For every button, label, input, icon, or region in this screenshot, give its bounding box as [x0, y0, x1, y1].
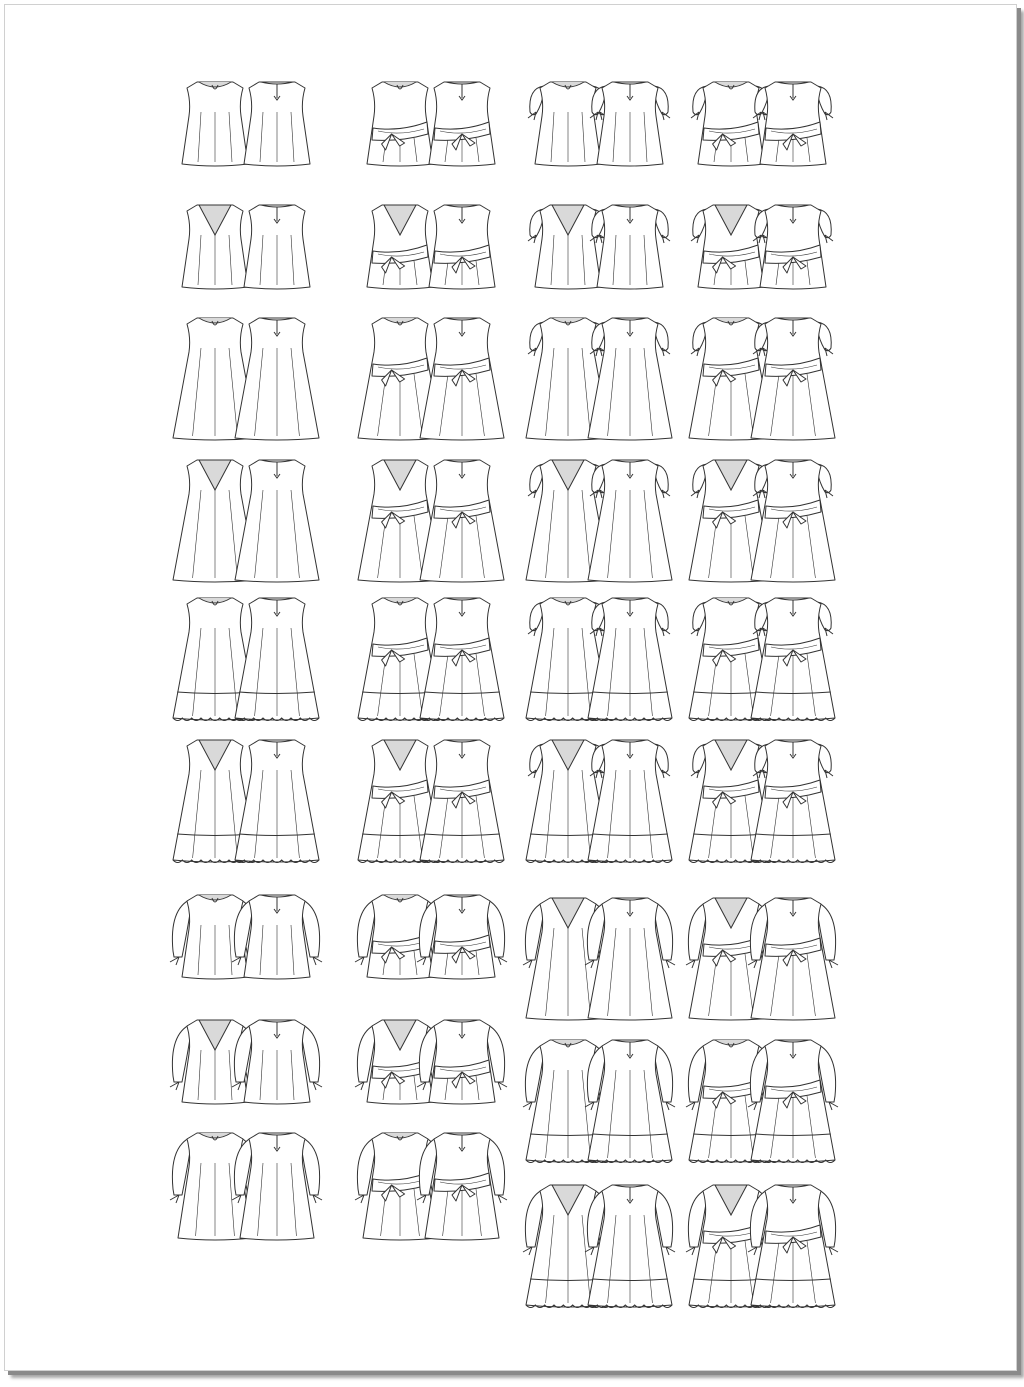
variant-5-0 — [173, 740, 319, 863]
cuff-tie-icon — [170, 957, 179, 965]
back-view — [751, 460, 835, 582]
variant-7-3 — [686, 1040, 838, 1163]
back-view — [751, 740, 835, 863]
back-view — [590, 82, 670, 166]
back-view — [235, 598, 319, 721]
variant-7-0 — [170, 1020, 322, 1104]
cuff-tie-icon — [313, 957, 322, 965]
back-view — [585, 1185, 675, 1308]
variant-4-0 — [173, 598, 319, 721]
cuff-tie-icon — [829, 960, 838, 968]
variant-4-1 — [358, 598, 504, 721]
cuff-tie-icon — [355, 1195, 364, 1203]
back-view — [751, 318, 835, 440]
variant-6-1 — [355, 895, 507, 979]
variant-6-3 — [686, 898, 838, 1020]
cuff-tie-icon — [498, 957, 507, 965]
back-view — [417, 895, 507, 979]
variant-2-1 — [358, 318, 504, 440]
front-view — [182, 82, 248, 166]
variant-3-2 — [526, 460, 672, 582]
cuff-tie-icon — [523, 960, 532, 968]
back-view — [232, 895, 322, 979]
back-view — [753, 205, 833, 289]
back-view — [420, 318, 504, 440]
front-view — [367, 205, 433, 289]
variant-1-2 — [528, 205, 670, 289]
variant-5-3 — [689, 740, 835, 863]
back-view — [235, 318, 319, 440]
variant-5-2 — [526, 740, 672, 863]
back-view — [417, 1020, 507, 1104]
cuff-tie-icon — [666, 960, 675, 968]
variant-4-3 — [689, 598, 835, 721]
variant-8-1 — [355, 1133, 507, 1240]
variant-1-0 — [182, 205, 310, 289]
back-view — [588, 318, 672, 440]
back-view — [420, 740, 504, 863]
cuff-tie-icon — [829, 1102, 838, 1110]
cuff-tie-icon — [313, 1082, 322, 1090]
cuff-tie-icon — [170, 1195, 179, 1203]
back-view — [585, 898, 675, 1020]
cuff-tie-icon — [686, 1102, 695, 1110]
variant-0-2 — [528, 82, 670, 166]
back-view — [417, 1133, 507, 1240]
back-view — [748, 898, 838, 1020]
variant-1-1 — [367, 205, 495, 289]
back-view — [585, 1040, 675, 1163]
cuff-tie-icon — [523, 1102, 532, 1110]
variant-7-2 — [523, 1040, 675, 1163]
cuff-tie-icon — [498, 1082, 507, 1090]
variant-8-0 — [170, 1133, 322, 1240]
back-view — [235, 460, 319, 582]
variant-6-0 — [170, 895, 322, 979]
variant-2-2 — [526, 318, 672, 440]
back-view — [753, 82, 833, 166]
cuff-tie-icon — [498, 1195, 507, 1203]
variant-5-1 — [358, 740, 504, 863]
variant-6-2 — [523, 898, 675, 1020]
back-view — [748, 1040, 838, 1163]
front-view — [182, 205, 248, 289]
cuff-tie-icon — [313, 1195, 322, 1203]
back-view — [232, 1020, 322, 1104]
cuff-tie-icon — [686, 1247, 695, 1255]
cuff-tie-icon — [170, 1082, 179, 1090]
front-view — [367, 82, 433, 166]
variant-0-0 — [182, 82, 310, 166]
back-view — [748, 1185, 838, 1308]
back-view — [244, 82, 310, 166]
back-view — [429, 205, 495, 289]
variant-3-3 — [689, 460, 835, 582]
back-view — [588, 460, 672, 582]
back-view — [429, 82, 495, 166]
back-view — [588, 598, 672, 721]
back-view — [420, 460, 504, 582]
back-view — [420, 598, 504, 721]
cuff-tie-icon — [666, 1247, 675, 1255]
cuff-tie-icon — [829, 1247, 838, 1255]
variant-2-3 — [689, 318, 835, 440]
variant-0-3 — [691, 82, 833, 166]
back-view — [751, 598, 835, 721]
cuff-tie-icon — [355, 957, 364, 965]
variant-8-2 — [523, 1185, 675, 1308]
back-view — [588, 740, 672, 863]
variant-3-0 — [173, 460, 319, 582]
variant-2-0 — [173, 318, 319, 440]
variant-1-3 — [691, 205, 833, 289]
back-view — [244, 205, 310, 289]
variant-3-1 — [358, 460, 504, 582]
variant-0-1 — [367, 82, 495, 166]
variant-4-2 — [526, 598, 672, 721]
back-view — [590, 205, 670, 289]
variant-7-1 — [355, 1020, 507, 1104]
cuff-tie-icon — [355, 1082, 364, 1090]
back-view — [235, 740, 319, 863]
cuff-tie-icon — [523, 1247, 532, 1255]
cuff-tie-icon — [686, 960, 695, 968]
back-view — [232, 1133, 322, 1240]
variant-8-3 — [686, 1185, 838, 1308]
cuff-tie-icon — [666, 1102, 675, 1110]
